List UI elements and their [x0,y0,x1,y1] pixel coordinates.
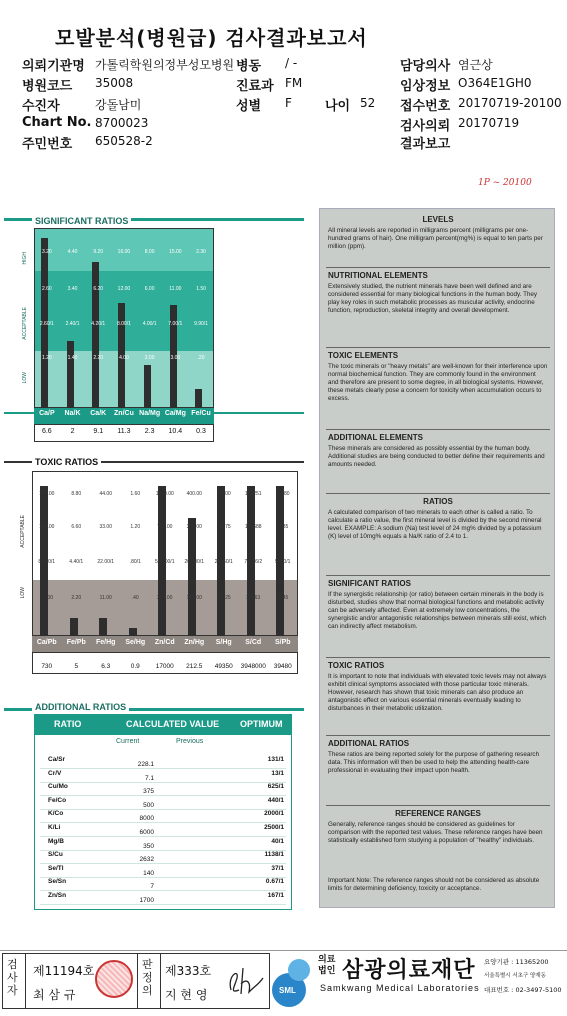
sidebar-text: It is important to note that individuals with elevated toxic levels may not always exhibit clinical symptoms associated with those particular toxic minerals. However, research has shown that toxic minerals can also produce an antagonistic effect on various essential minerals eventually leading to disturbances in their metabolic utilization. [328,673,547,712]
sidebar-heading: RATIOS [423,497,453,506]
field-value: 8700023 [95,116,149,130]
side-label-low: LOW [22,372,28,384]
tick-label: 8.80 [71,491,82,497]
tick-label: 11.00 [169,286,182,292]
ratio-optimum: 2500/1 [264,824,284,831]
tick-label: 9.20 [93,249,104,255]
tick-label: 8535 [277,524,289,530]
category-label: Ca/Pb [36,639,57,646]
tick-label: 2845 [277,595,289,601]
signature-icon [225,964,265,1000]
ratio-current: 375 [143,788,154,796]
field-label: 담당의사 [400,59,451,74]
value-label: 6.3 [101,663,111,670]
sidebar-text: A calculated comparison of two minerals to each other is called a ratio. To calculate a ratio value, the first mineral level is divided by the second mineral level. EXAMPLE: A sodium (Na) test level of 24 mg% divided by a potassium (K) level of 10mg% equals a Na/K ratio of 2.4 to 1. [328,509,542,540]
report-footer [0,950,567,1016]
ratio-optimum: 167/1 [267,892,284,899]
ratio-current: 7 [150,883,154,891]
tick-label: 11380 [275,491,290,497]
tick-label: 750.00 [157,524,173,530]
sidebar-text: Important Note: The reference ranges should not be considered as absolute limits for determining deficiency, toxicity or acceptance. [328,877,540,892]
tick-label: 84.00/1 [38,559,56,565]
tick-label: 44.00 [99,491,112,497]
chart-bar [144,365,151,408]
category-label: Zn/Cd [154,639,175,646]
tick-label: 3.40 [67,286,78,292]
field-label: 주민번호 [22,137,73,152]
tick-label: 2.60/1 [39,321,54,327]
tick-label: 42075 [216,524,231,530]
significant-ratios-section [4,212,304,442]
field-value: 강돌남미 [95,98,142,112]
tick-label: 2.30 [196,249,206,255]
toxic-ratios-section [4,455,304,680]
chart-bar [67,341,74,408]
sidebar-text: Generally, reference ranges should be considered as guidelines for comparison with the reported test values. These reference ranges have been statistically established form studying a population of "healthy" individuals. [328,821,543,844]
field-label: 성별 [236,99,262,114]
ratio-optimum: 2000/1 [264,810,284,818]
value-label: 6.6 [41,428,52,435]
tick-label: 11.00 [99,595,112,601]
ratio-optimum: 625/1 [267,783,284,791]
field-value: 가톨릭학원의정부성모병원 [95,58,235,72]
field-value: 35008 [95,76,134,90]
report-title: 모발분석(병원급) 검사결과보고서 [55,26,368,50]
tick-label: 1.20 [130,524,141,530]
section-divider [326,735,550,736]
org-name: 삼광의료재단 [342,958,476,983]
logo-text: SML [279,986,296,995]
value-label: 49350 [214,663,233,670]
category-label: Ca/P [39,410,55,417]
side-label-low: LOW [20,587,26,599]
ratio-current: 500 [143,801,154,809]
category-label: S/Hg [215,639,232,646]
header-ratio: RATIO [54,719,82,729]
sidebar-heading: ADDITIONAL RATIOS [328,739,410,748]
tick-label: 6.60 [71,524,82,530]
category-label: Fe/Cu [191,410,211,417]
tick-label: 15.00 [169,249,182,255]
inspector-number: 제11194호 [33,964,95,978]
field-value: 20170719-20100 [458,96,562,110]
tick-label: 2.40/1 [65,321,80,327]
tick-label: 4.20/1 [91,321,106,327]
sidebar-text: If the synergistic relationship (or ratio) between certain minerals in the body is disturbed, studies show that normal biological functions and metabolic activity can be adversely affected. Even at extremely low concentrations, the synergistic and/or antagonistic relationships between minerals still exist, which can indirectly affect metabolism. [328,591,547,630]
field-label: 수진자 [22,99,60,114]
ratio-name: Mg/B [48,837,64,845]
ratio-optimum: 131/1 [267,756,284,763]
handwritten-note: 1P ~ 20100 [478,178,532,188]
category-label: Na/K [64,410,81,417]
tick-label: 1.50 [196,286,206,292]
org-prefix: 의료법인 [318,955,336,976]
category-label: Fe/Hg [96,639,116,646]
tick-label: 1.40 [67,355,78,361]
ratio-name: Zn/Sn [48,892,67,899]
ratio-current: 7.1 [144,774,154,782]
chart-bar [99,618,107,636]
field-value: 52 [360,96,376,110]
sidebar-heading: ADDITIONAL ELEMENTS [328,433,423,442]
field-label: 임상정보 [400,79,451,94]
tick-label: 9.90/1 [194,321,208,327]
field-label: 병동 [236,59,262,74]
value-label: 11.3 [117,428,131,435]
tick-label: 7.00/1 [168,321,183,327]
ratio-name: Se/Sn [48,878,67,886]
ratio-optimum: 13/1 [271,769,284,777]
tick-label: 4.00 [119,355,129,361]
sidebar-heading: REFERENCE RANGES [395,809,481,818]
judge-label: 판정의 [142,958,153,997]
value-label: 17000 [155,663,174,670]
ratio-current: 2632 [139,856,154,864]
org-info-code: 요양기관 : 11365200 [484,958,549,966]
explanation-sidebar [319,208,555,908]
sidebar-heading: TOXIC ELEMENTS [328,351,399,360]
inspector-name: 최 삼 규 [33,988,76,1002]
field-value: 염근상 [458,58,493,72]
tick-label: 2.20 [93,355,104,361]
value-label: 9.1 [93,428,104,435]
category-label: Ca/K [90,410,107,417]
sidebar-heading: SIGNIFICANT RATIOS [328,579,411,588]
tick-label: 106688 [244,524,262,530]
tick-label: 4.40 [67,249,78,255]
section-divider [326,575,550,576]
category-label: Fe/Pb [66,639,86,646]
value-label: 2.3 [144,428,155,435]
tick-label: 8.00 [144,249,155,255]
tick-label: 2.60 [41,286,52,292]
inspector-seal-icon [95,960,133,998]
signature-box [2,953,270,1009]
sidebar-text: All mineral levels are reported in milligrams percent (milligrams per one-hundred grams of hair). One milligram percent(mg%) is equal to ten parts per million (ppm). [328,227,543,250]
subheader-previous: Previous [176,738,204,745]
header-calculated: CALCULATED VALUE [126,719,220,729]
tick-label: 22.00/1 [97,559,115,565]
tick-label: 1000.00 [155,491,174,497]
section-divider [326,657,550,658]
tick-label: 6.00 [144,286,155,292]
category-label: S/Cd [245,639,262,646]
tick-label: 300.00 [186,524,202,530]
ratio-name: K/Li [48,824,61,831]
ratio-current: 228.1 [137,761,154,768]
ratio-current: 8000 [139,815,154,823]
tick-label: 500.00/1 [155,559,175,565]
chart-bar [70,618,78,636]
sidebar-heading: TOXIC RATIOS [328,661,385,670]
value-label: 0.9 [130,663,140,670]
field-value: F [285,96,292,110]
tick-label: 14025 [216,595,231,601]
tick-label: 142251 [244,491,262,497]
inspector-label: 검사자 [7,958,18,997]
significant-title: SIGNIFICANT RATIOS [32,216,131,226]
tick-label: 3.00 [170,355,181,361]
judge-number: 제333호 [165,964,212,978]
category-label: Se/Hg [125,639,146,646]
tick-label: 71126/2 [244,559,263,565]
sidebar-heading: LEVELS [422,215,454,224]
side-label-acceptable: ACCEPTABLE [22,307,28,340]
tick-label: 4.00/1 [142,321,157,327]
tick-label: 33.00 [99,524,112,530]
tick-label: 1.60 [130,491,141,497]
side-label-high: HIGH [22,252,28,265]
ratio-optimum: 0.67/1 [265,878,284,886]
ratio-name: Fe/Co [48,796,67,804]
tick-label: 1.20 [41,355,52,361]
chart-bar [195,389,202,408]
ratio-name: K/Co [48,810,64,818]
tick-label: 8.00/1 [116,321,131,327]
tick-label: 42.00 [40,595,53,601]
org-info-address: 서울특별시 서초구 양재동 [484,973,546,979]
value-label: 212.5 [186,663,203,670]
field-label: Chart No. [22,115,92,130]
tick-label: 3.20 [41,249,52,255]
category-label: Zn/Hg [184,639,205,646]
tick-label: 200.00/1 [184,559,204,565]
tick-label: 16.00 [117,249,131,255]
section-divider [326,429,550,430]
section-divider [326,805,550,806]
tick-label: 2.00 [144,355,155,361]
category-label: Ca/Mg [164,410,186,417]
category-label: Zn/Cu [114,410,134,417]
subheader-current: Current [116,738,140,745]
row-divider [40,904,286,905]
tick-label: 56000 [216,491,231,497]
tick-label: 6.20 [93,286,104,292]
org-english: Samkwang Medical Laboratories [320,983,480,993]
sidebar-heading: NUTRITIONAL ELEMENTS [328,271,428,280]
value-label: 39480 [273,663,292,670]
tick-label: 400.00 [186,491,202,497]
ratio-name: Cr/V [48,769,62,777]
ratio-optimum: 1138/1 [264,851,284,859]
ratio-name: S/Cu [48,851,63,859]
header-optimum: OPTIMUM [240,719,283,729]
tick-label: 35563 [246,595,261,601]
sidebar-text: Extensively studied, the nutrient minerals have been well defined and are considered essential for many biological functions in the human body. They play key roles in such metabolic processes as muscular activity, endocrine function, reproduction, skeletal integrity and overall development. [328,283,538,314]
ratio-optimum: 37/1 [271,864,284,872]
tick-label: 12.00 [117,286,131,292]
tick-label: .20 [197,355,205,361]
tick-label: 250.00 [157,595,173,601]
field-label: 의뢰기관명 [22,59,85,74]
field-value: 650528-2 [95,134,153,148]
value-label: 730 [41,663,53,670]
chart-bar [188,518,196,636]
value-label: 3948000 [240,663,266,670]
judge-name: 지 현 영 [165,988,208,1002]
toxic-title: TOXIC RATIOS [32,457,101,467]
value-label: 0.3 [196,428,206,435]
chart-bar [129,628,137,636]
side-label-acceptable: ACCEPTABLE [20,515,26,548]
sidebar-text: These minerals are considered as possibly essential by the human body. Additional studies are being conducted to better define their requirements and amounts needed. [328,445,545,468]
field-label: 진료과 [236,79,274,94]
org-info-phone: 대표번호 : 02-3497-5100 [484,986,562,994]
sidebar-text: These ratios are being reported solely for the purpose of gathering research data. This information will then be used to help the attending health-care professional in evaluating their impact upon health. [328,751,540,774]
sidebar-text: The toxic minerals or "heavy metals" are well-known for their interference upon normal biochemical function. They are commonly found in the environment and therefore are present to some degree, in all biological systems. However, these metals clearly pose a concern for toxicity when accumulation occurs to excess. [328,363,548,402]
field-label: 병원코드 [22,79,73,94]
ratio-optimum: 40/1 [271,837,284,845]
additional-ratios-section [4,700,304,915]
ratio-current: 140 [143,869,154,877]
chart-bar [92,262,99,408]
ratio-optimum: 440/1 [267,796,284,804]
field-value: / - [285,56,298,70]
sml-logo-icon [272,955,318,1005]
value-label: 2 [70,428,75,435]
field-label: 접수번호 [400,99,451,114]
tick-label: 28050/1 [214,559,233,565]
tick-label: 5690/1 [275,559,291,565]
tick-label: .80/1 [129,559,141,565]
tick-label: 2.20 [71,595,82,601]
ratio-name: Se/Tl [48,864,64,872]
section-divider [326,347,550,348]
value-label: 10.4 [168,428,183,435]
category-label: Na/Mg [139,410,161,417]
ratio-name: Cu/Mo [48,783,68,791]
tick-label: 100.00 [186,595,202,601]
field-value: FM [285,76,303,90]
ratio-current: 6000 [139,829,154,836]
tick-label: 4.40/1 [69,559,84,565]
category-label: S/Pb [274,639,291,646]
tick-label: .40 [131,595,139,601]
field-label: 검사의뢰 [400,119,451,134]
tick-label: 126.00 [39,524,55,530]
tick-label: 156.00 [39,491,55,497]
ratio-name: Ca/Sr [48,756,65,763]
section-divider [326,493,550,494]
ratio-current: 1700 [139,897,154,904]
field-label: 나이 [325,99,351,114]
additional-title: ADDITIONAL RATIOS [32,702,129,712]
section-divider [326,267,550,268]
field-value: O364E1GH0 [458,76,532,90]
field-value: 20170719 [458,116,520,130]
ratio-current: 350 [143,842,154,850]
field-label: 결과보고 [400,137,451,152]
value-label: 5 [74,663,79,670]
